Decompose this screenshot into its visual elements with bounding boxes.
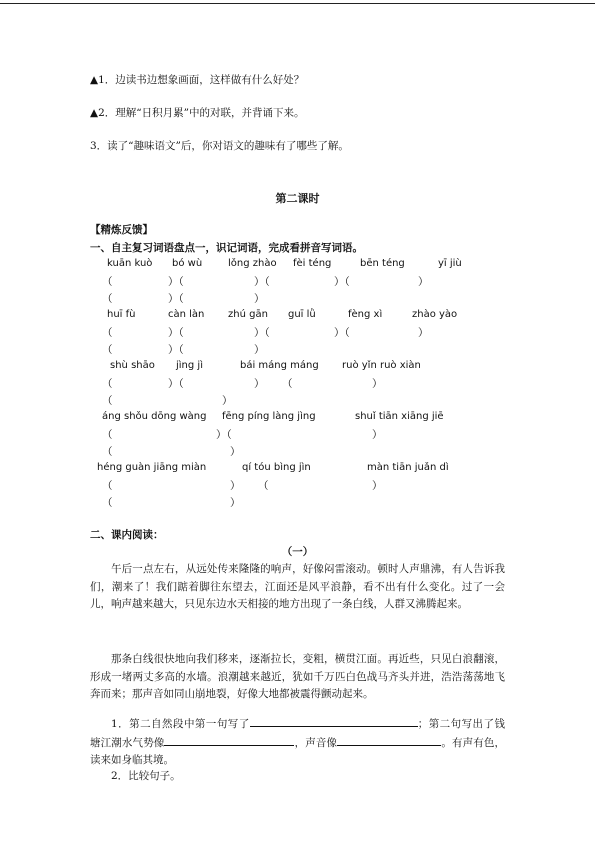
section2-title: 二、课内阅读： (90, 529, 164, 541)
pinyin: jìng jì (176, 360, 203, 371)
pinyin: fèi téng (293, 258, 332, 269)
pinyin: héng guàn jiāng miàn (97, 462, 207, 473)
passage-paragraph-2: 那条白线很快地向我们移来，逐渐拉长，变粗，横贯江面。再近些，只见白浪翻滚，形成一堵两丈多高的水墙。浪潮越来越近，犹如千万匹白色战马齐头并进，浩浩荡荡地飞奔而来；那声音如同山崩地裂，好像大地都被震得颤动起来。 (90, 653, 505, 700)
pinyin: bēn téng (360, 258, 405, 269)
pinyin: ruò yǐn ruò xiàn (342, 360, 421, 371)
pinyin: bó wù (172, 258, 203, 269)
exercise-1-text-c: ，声音像 (294, 736, 338, 749)
exercise-1-text-b: ；第二句写出了钱塘江潮水气势像 (90, 718, 505, 749)
question-1: ▲1．边读书边想象画面，这样做有什么好处？ (90, 74, 305, 86)
passage-label: （一） (281, 546, 314, 558)
section1-title: 一、自主复习词语盘点一，识记词语，完成看拼音写词语。 (90, 242, 363, 254)
lesson-title: 第二课时 (275, 192, 320, 205)
pinyin: zhào yào (412, 309, 458, 320)
pinyin: huī fù (107, 309, 136, 320)
pinyin: càn làn (168, 309, 205, 320)
top-rule (0, 3, 595, 4)
pinyin: lǒng zhào (228, 258, 277, 269)
question-2: ▲2．理解“日积月累”中的对联，并背诵下来。 (90, 107, 305, 119)
pinyin: guī lǜ (288, 309, 316, 320)
feedback-title: 【精炼反馈】 (90, 224, 153, 236)
answer-blank-3[interactable] (337, 734, 441, 746)
exercise-1-text-d: 。有声有色，读来如身临其境。 (90, 736, 506, 766)
pinyin: qí tóu bìng jìn (242, 462, 311, 473)
pinyin: kuān kuò (107, 258, 153, 269)
answer-blank-2[interactable] (164, 734, 294, 746)
pinyin: bái máng máng (240, 360, 319, 371)
pinyin: shù shāo (110, 360, 155, 371)
pinyin: zhú gān (228, 309, 268, 320)
pinyin: fēng píng làng jìng (222, 411, 316, 422)
pinyin: áng shǒu dōng wàng (102, 411, 207, 422)
answer-blank-1[interactable] (250, 715, 418, 727)
pinyin: fèng xì (348, 309, 383, 320)
exercise-1 (90, 715, 505, 770)
exercise-2: 2．比较句子。 (111, 770, 181, 782)
pinyin: màn tiān juǎn dì (367, 462, 449, 473)
pinyin: yī jiù (438, 258, 462, 269)
exercise-1-text-a: 1．第二自然段中第一句写了 (111, 718, 250, 730)
pinyin: shuǐ tiān xiāng jiē (355, 411, 444, 422)
passage-paragraph-1: 午后一点左右，从远处传来隆隆的响声，好像闷雷滚动。顿时人声鼎沸，有人告诉我们，潮来了！我们踮着脚往东望去，江面还是风平浪静，看不出有什么变化。过了一会儿，响声越来越大，只见东边水天相接的地方出现了一条白线，人群又沸腾起来。 (90, 563, 505, 610)
question-3: 3．读了“趣味语文”后，你对语文的趣味有了哪些了解。 (90, 140, 349, 152)
